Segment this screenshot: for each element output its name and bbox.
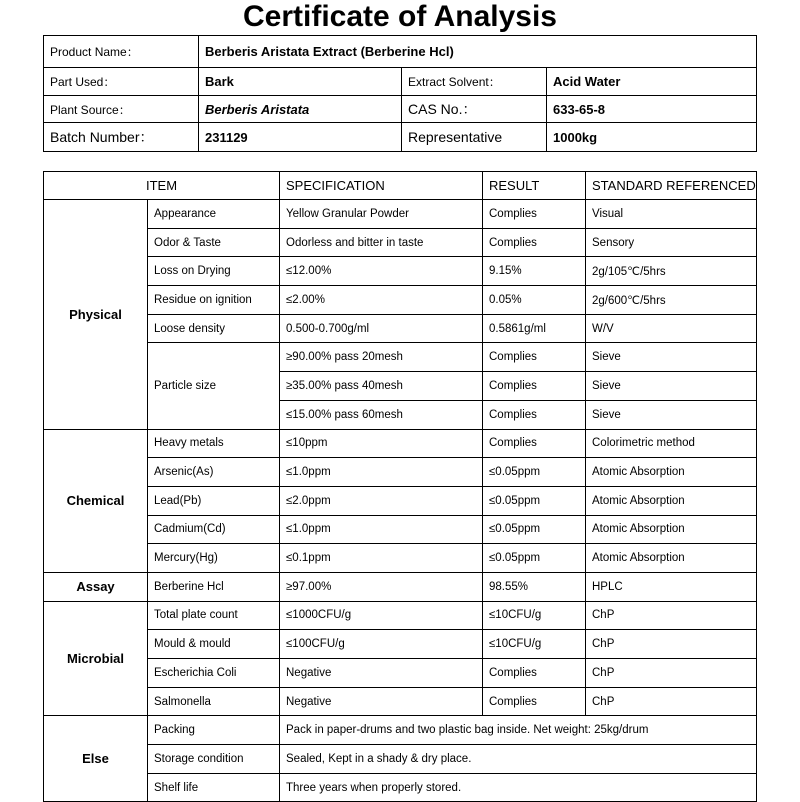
row-spec: ≤15.00% pass 60mesh <box>280 400 483 429</box>
row-spec: 0.500-0.700g/ml <box>280 314 483 343</box>
row-result: ≤0.05ppm <box>483 544 586 573</box>
group-chemical: Chemical <box>44 429 148 572</box>
table-row <box>44 257 757 286</box>
table-row <box>44 286 757 315</box>
table-row <box>44 601 757 630</box>
row-result: 9.15% <box>483 257 586 286</box>
row-result: ≤0.05ppm <box>483 458 586 487</box>
row-spec: ≤1.0ppm <box>280 515 483 544</box>
row-item: Loss on Drying <box>148 257 280 286</box>
row-spec: ≥97.00% <box>280 572 483 601</box>
row-spec: ≤100CFU/g <box>280 630 483 659</box>
row-result: Complies <box>483 200 586 229</box>
extract-solvent-label: Extract Solvent： <box>402 68 547 96</box>
page-title: Certificate of Analysis <box>243 0 557 33</box>
row-standard: Visual <box>586 200 757 229</box>
row-result: ≤10CFU/g <box>483 630 586 659</box>
table-header <box>44 172 757 200</box>
product-info-table <box>43 35 757 152</box>
table-row <box>44 773 757 802</box>
row-item: Cadmium(Cd) <box>148 515 280 544</box>
batch-number-value: 231129 <box>199 123 402 152</box>
row-item: Total plate count <box>148 601 280 630</box>
row-spec: ≤0.1ppm <box>280 544 483 573</box>
row-spec: ≤2.00% <box>280 286 483 315</box>
column-header-result: RESULT <box>483 172 586 200</box>
row-result: Complies <box>483 372 586 401</box>
row-spec: Negative <box>280 687 483 716</box>
row-text: Sealed, Kept in a shady & dry place. <box>280 745 757 774</box>
part-used-value: Bark <box>199 68 402 96</box>
row-result: 0.05% <box>483 286 586 315</box>
row-standard: Atomic Absorption <box>586 515 757 544</box>
table-row <box>44 515 757 544</box>
extract-solvent-value: Acid Water <box>547 68 757 96</box>
row-spec: ≤1.0ppm <box>280 458 483 487</box>
row-item: Berberine Hcl <box>148 572 280 601</box>
row-result: 0.5861g/ml <box>483 314 586 343</box>
group-assay: Assay <box>44 572 148 601</box>
table-row <box>44 572 757 601</box>
row-standard: ChP <box>586 687 757 716</box>
table-row <box>44 343 757 372</box>
representative-value: 1000kg <box>547 123 757 152</box>
table-row <box>44 458 757 487</box>
row-item: Salmonella <box>148 687 280 716</box>
row-spec: Odorless and bitter in taste <box>280 228 483 257</box>
row-text: Pack in paper-drums and two plastic bag inside. Net weight: 25kg/drum <box>280 716 757 745</box>
table-row <box>44 228 757 257</box>
row-item: Heavy metals <box>148 429 280 458</box>
row-spec: ≤12.00% <box>280 257 483 286</box>
group-else: Else <box>44 716 148 802</box>
row-spec: ≤1000CFU/g <box>280 601 483 630</box>
table-row <box>44 630 757 659</box>
product-name-value: Berberis Aristata Extract (Berberine Hcl) <box>199 36 757 68</box>
row-spec: ≥35.00% pass 40mesh <box>280 372 483 401</box>
row-item: Escherichia Coli <box>148 659 280 688</box>
part-used-label: Part Used： <box>44 68 199 96</box>
row-spec: ≥90.00% pass 20mesh <box>280 343 483 372</box>
row-result: 98.55% <box>483 572 586 601</box>
table-row <box>44 486 757 515</box>
row-result: Complies <box>483 659 586 688</box>
cas-label: CAS No.： <box>402 96 547 123</box>
batch-number-label: Batch Number： <box>44 123 199 152</box>
row-spec: ≤10ppm <box>280 429 483 458</box>
cas-value: 633-65-8 <box>547 96 757 123</box>
column-header-standard: STANDARD REFERENCED <box>586 172 757 200</box>
row-standard: HPLC <box>586 572 757 601</box>
row-result: ≤10CFU/g <box>483 601 586 630</box>
row-standard: Atomic Absorption <box>586 544 757 573</box>
row-item: Mould & mould <box>148 630 280 659</box>
plant-source-label: Plant Source： <box>44 96 199 123</box>
group-physical: Physical <box>44 200 148 430</box>
group-microbial: Microbial <box>44 601 148 716</box>
row-result: Complies <box>483 400 586 429</box>
row-standard: Atomic Absorption <box>586 486 757 515</box>
table-row <box>44 659 757 688</box>
table-row <box>44 745 757 774</box>
row-item: Arsenic(As) <box>148 458 280 487</box>
row-result: Complies <box>483 429 586 458</box>
representative-label: Representative <box>402 123 547 152</box>
row-item-particle-size: Particle size <box>148 343 280 429</box>
row-item: Packing <box>148 716 280 745</box>
row-result: Complies <box>483 343 586 372</box>
table-row <box>44 687 757 716</box>
row-item: Loose density <box>148 314 280 343</box>
row-item: Residue on ignition <box>148 286 280 315</box>
row-standard: 2g/600℃/5hrs <box>586 286 757 315</box>
table-row <box>44 716 757 745</box>
table-row <box>44 200 757 229</box>
row-standard: ChP <box>586 659 757 688</box>
row-item: Mercury(Hg) <box>148 544 280 573</box>
row-item: Storage condition <box>148 745 280 774</box>
plant-source-value: Berberis Aristata <box>199 96 402 123</box>
row-standard: W/V <box>586 314 757 343</box>
row-standard: Colorimetric method <box>586 429 757 458</box>
row-item: Shelf life <box>148 773 280 802</box>
row-result: Complies <box>483 687 586 716</box>
row-standard: 2g/105℃/5hrs <box>586 257 757 286</box>
table-row <box>44 314 757 343</box>
row-spec: Negative <box>280 659 483 688</box>
row-item: Lead(Pb) <box>148 486 280 515</box>
row-standard: Atomic Absorption <box>586 458 757 487</box>
row-text: Three years when properly stored. <box>280 773 757 802</box>
row-spec: ≤2.0ppm <box>280 486 483 515</box>
row-result: ≤0.05ppm <box>483 486 586 515</box>
row-standard: ChP <box>586 601 757 630</box>
row-standard: ChP <box>586 630 757 659</box>
row-standard: Sieve <box>586 400 757 429</box>
analysis-table <box>43 171 757 802</box>
row-result: Complies <box>483 228 586 257</box>
table-row <box>44 544 757 573</box>
row-spec: Yellow Granular Powder <box>280 200 483 229</box>
row-standard: Sensory <box>586 228 757 257</box>
row-item: Odor & Taste <box>148 228 280 257</box>
table-row <box>44 429 757 458</box>
row-item: Appearance <box>148 200 280 229</box>
row-standard: Sieve <box>586 343 757 372</box>
product-name-label: Product Name： <box>44 36 199 68</box>
row-standard: Sieve <box>586 372 757 401</box>
row-result: ≤0.05ppm <box>483 515 586 544</box>
column-header-specification: SPECIFICATION <box>280 172 483 200</box>
column-header-item: ITEM <box>44 172 280 200</box>
